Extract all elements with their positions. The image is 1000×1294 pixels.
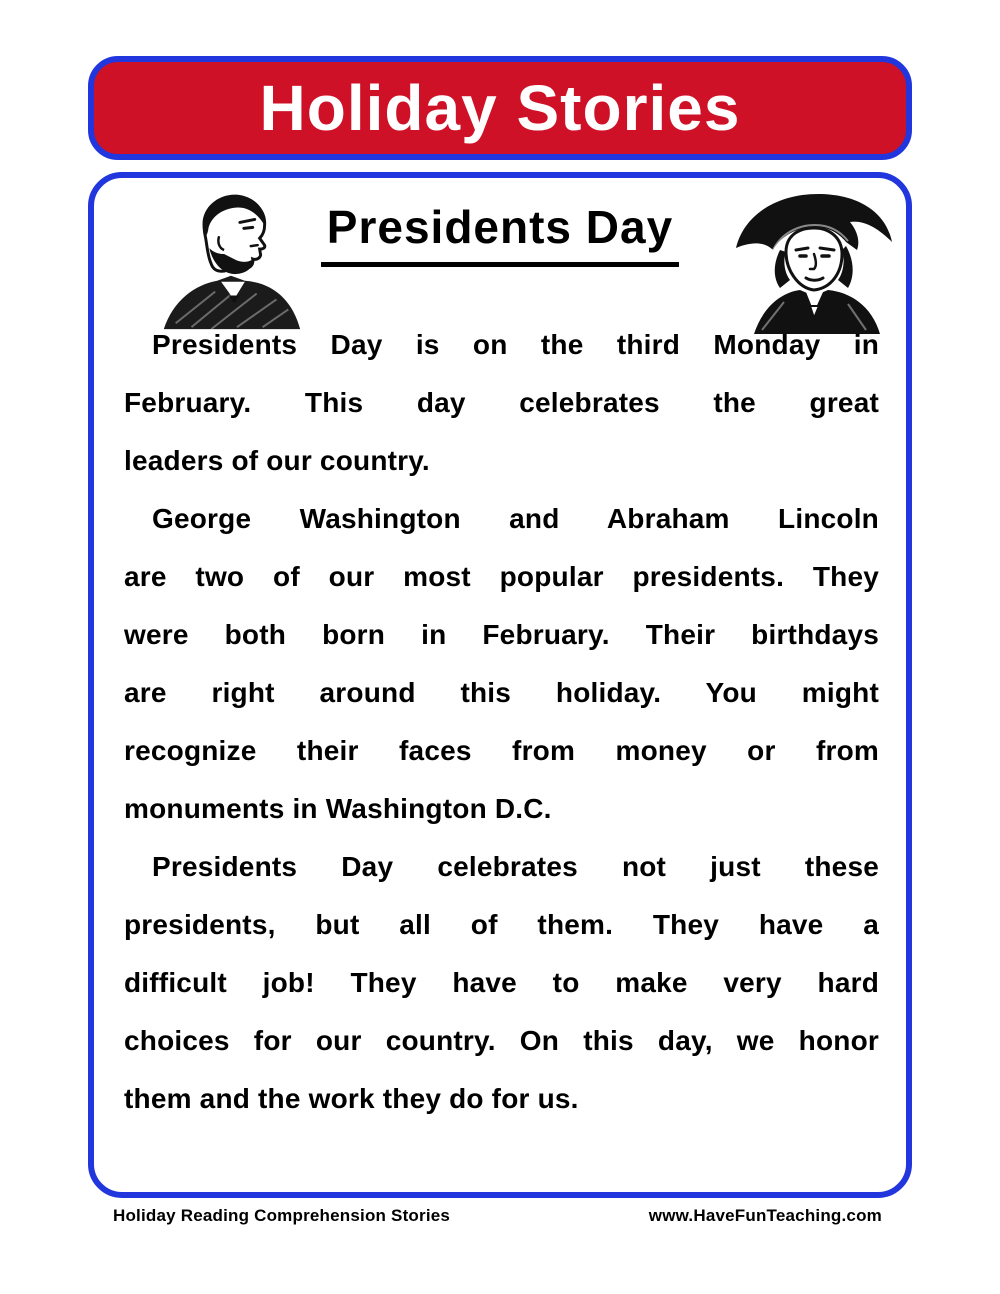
story-line: Presidents Day is on the third Monday in xyxy=(152,329,879,360)
story-body xyxy=(124,316,879,1128)
story-line: recognize their faces from money or from xyxy=(124,735,879,766)
story-title-row xyxy=(94,200,906,267)
story-card xyxy=(88,172,912,1198)
footer xyxy=(0,1206,1000,1226)
story-line: were both born in February. Their birthdays xyxy=(124,619,879,650)
story-line: are right around this holiday. You might xyxy=(124,677,879,708)
story-line: Presidents Day celebrates not just these xyxy=(152,851,879,882)
banner-title: Holiday Stories xyxy=(259,72,741,144)
story-line: are two of our most popular presidents. They xyxy=(124,561,879,592)
holiday-stories-banner xyxy=(88,56,912,160)
footer-series-label: Holiday Reading Comprehension Stories xyxy=(113,1206,451,1225)
story-line: monuments in Washington D.C. xyxy=(124,793,552,824)
story-line: presidents, but all of them. They have a xyxy=(124,909,879,940)
story-line: leaders of our country. xyxy=(124,445,430,476)
story-title: Presidents Day xyxy=(321,200,679,267)
footer-website-url: www.HaveFunTeaching.com xyxy=(648,1206,882,1225)
story-line: choices for our country. On this day, we honor xyxy=(124,1025,879,1056)
story-line: February. This day celebrates the great xyxy=(124,387,879,418)
story-line: them and the work they do for us. xyxy=(124,1083,579,1114)
story-line: difficult job! They have to make very hard xyxy=(124,967,879,998)
story-line: George Washington and Abraham Lincoln xyxy=(152,503,879,534)
